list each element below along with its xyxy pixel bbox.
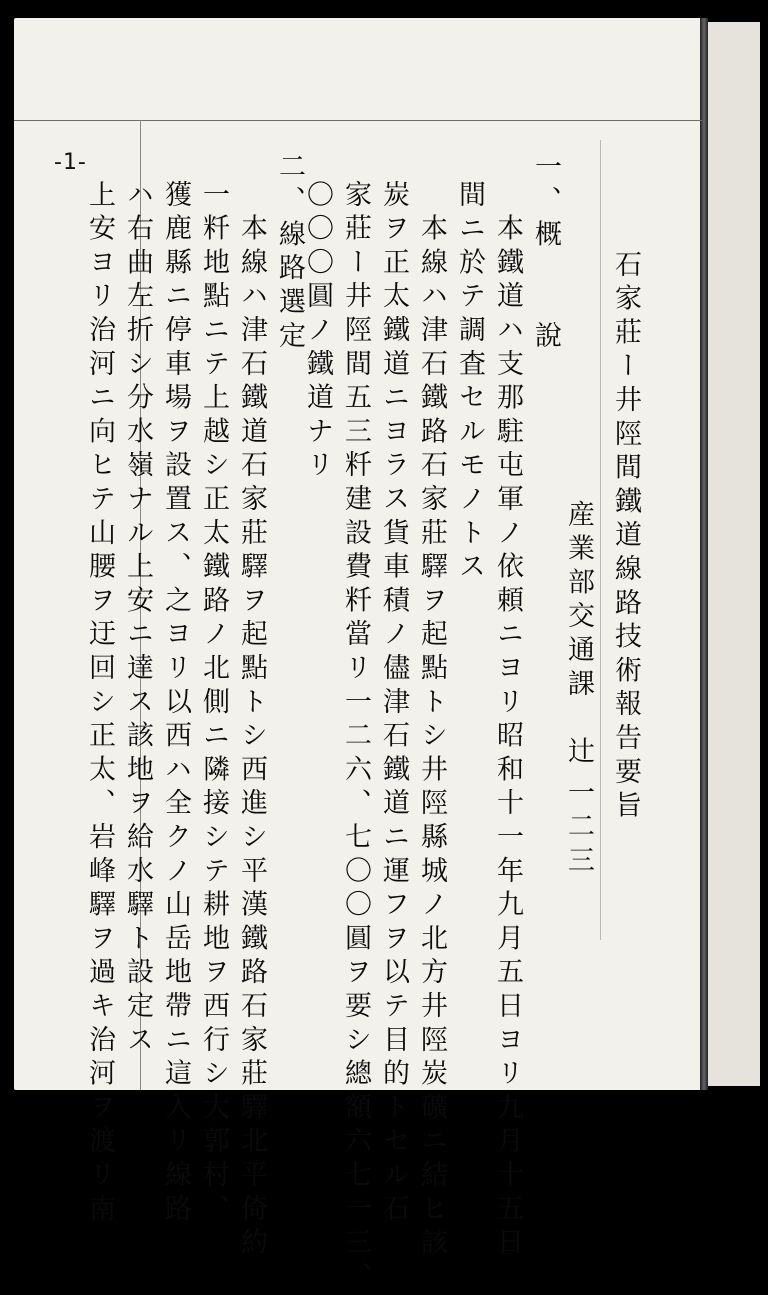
- body-column: ハ右曲左折シ分水嶺ナル上安ニ達ス該地ヲ給水驛ト設定ス: [122, 180, 153, 1059]
- margin-mark: -1-: [54, 150, 87, 175]
- section-heading: 二、線路選定: [274, 152, 305, 355]
- column-guide-line: [600, 140, 601, 940]
- body-column: 上安ヨリ治河ニ向ヒテ山腰ヲ迂回シ正太、岩峰驛ヲ過キ治河ヲ渡リ南: [84, 180, 115, 1228]
- author-line: 産業部交通課 辻: [563, 500, 594, 771]
- adjacent-page-edge: [708, 22, 760, 1086]
- section-heading: 一、概 說: [530, 152, 561, 355]
- body-column: 間ニ於テ調査セルモノトス: [454, 180, 485, 586]
- body-column: 〇〇〇圓ノ鐵道ナリ: [302, 180, 333, 485]
- body-column: 本線ハ津石鐵路石家莊驛ヲ起點トシ井陘縣城ノ北方井陘炭礦ニ結ヒ該: [416, 180, 447, 1262]
- body-column: 本線ハ津石鐵道石家莊驛ヲ起點トシ西進シ平漢鐵路石家莊驛北平倚約: [236, 180, 267, 1262]
- body-column: 一粁地點ニテ上越シ正太鐵路ノ北側ニ隣接シテ耕地ヲ西行シ大郭村、: [198, 180, 229, 1228]
- page-fold: [700, 18, 708, 1090]
- body-column: 炭ヲ正太鐵道ニヨラス貨車積ノ儘津石鐵道ニ運フヲ以テ目的トセル石: [378, 180, 409, 1228]
- body-column: 獲鹿縣ニ停車場ヲ設置ス、之ヨリ以西ハ全クノ山岳地帶ニ這入リ線路: [160, 180, 191, 1228]
- document-title: 石家莊ー井陘間鐵道線路技術報告要旨: [610, 250, 641, 825]
- page-number: 一二三: [563, 778, 594, 880]
- top-rule: [14, 120, 702, 121]
- body-column: 本鐵道ハ支那駐屯軍ノ依頼ニヨリ昭和十一年九月五日ヨリ九月十五日: [492, 180, 523, 1262]
- body-column: 家莊ー井陘間五三粁建設費粁當リ一二六、七〇〇圓ヲ要シ總額六七一三、: [340, 180, 371, 1295]
